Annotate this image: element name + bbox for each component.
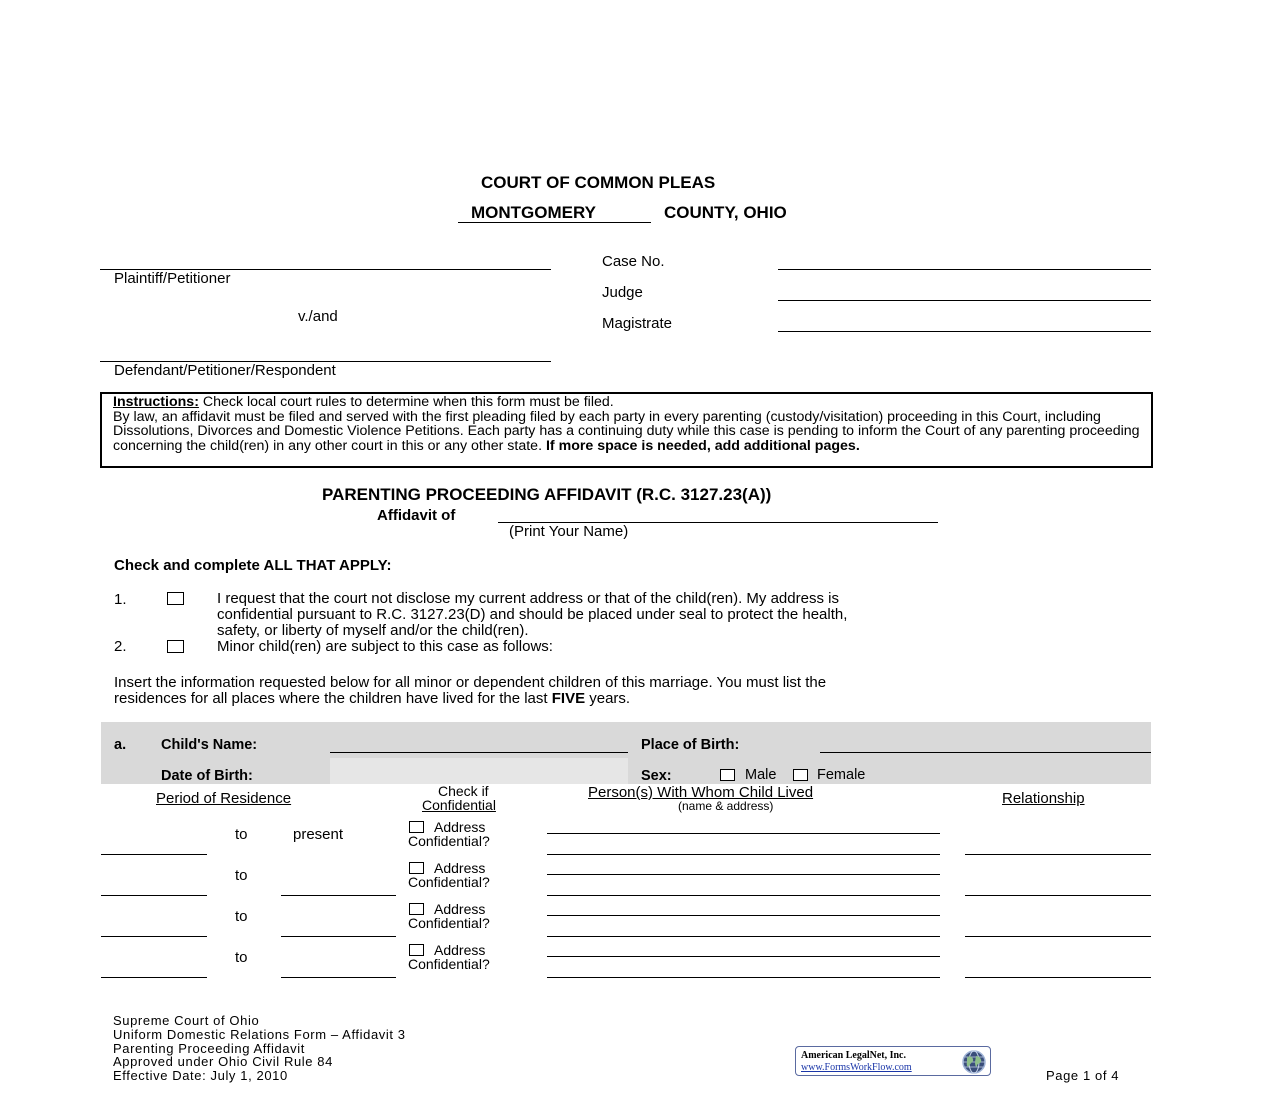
check-if-header: Check if	[438, 783, 489, 799]
instructions-line1: Check local court rules to determine when this form must be filed.	[198, 394, 614, 410]
form-footer	[113, 1014, 406, 1083]
row-3-from-line[interactable]	[101, 936, 207, 937]
row-2-to: to	[235, 867, 248, 884]
row-2-address: Address	[434, 860, 486, 876]
item-1-number: 1.	[114, 591, 127, 608]
row-1-confidential-checkbox[interactable]	[409, 821, 424, 833]
female-checkbox[interactable]	[793, 769, 808, 781]
logo-url[interactable]: www.FormsWorkFlow.com	[801, 1062, 912, 1073]
row-3-confidential: Confidential?	[408, 915, 490, 931]
item-2-checkbox[interactable]	[167, 640, 184, 653]
item-1-line1: I request that the court not disclose my current address or that of the child(ren). My address is	[217, 590, 839, 607]
row-4-to: to	[235, 949, 248, 966]
row-1-to: to	[235, 826, 248, 843]
row-2-person-line-1[interactable]	[547, 874, 940, 875]
row-2-confidential-checkbox[interactable]	[409, 862, 424, 874]
row-2-from-line[interactable]	[101, 895, 207, 896]
insert-info-five: FIVE	[551, 689, 586, 707]
footer-line-4: Approved under Ohio Civil Rule 84	[113, 1054, 333, 1070]
confidential-header: Confidential	[422, 797, 496, 813]
item-1-text	[217, 591, 847, 638]
row-3-address: Address	[434, 901, 486, 917]
judge-line[interactable]	[778, 300, 1151, 301]
defendant-label: Defendant/Petitioner/Respondent	[114, 362, 336, 379]
versus-label: v./and	[298, 308, 338, 325]
insert-info-line2-post: years.	[585, 689, 631, 707]
row-4-person-line-1[interactable]	[547, 956, 940, 957]
check-all-heading: Check and complete ALL THAT APPLY:	[114, 557, 392, 574]
globe-icon	[961, 1049, 987, 1075]
case-no-label: Case No.	[602, 253, 665, 270]
judge-label: Judge	[602, 284, 643, 301]
instructions-bold-tail: If more space is needed, add additional pages.	[545, 437, 860, 454]
instructions-label: Instructions:	[113, 394, 199, 410]
row-2-relationship-line[interactable]	[965, 895, 1151, 896]
relationship-header: Relationship	[1002, 790, 1085, 807]
legalnet-logo[interactable]	[795, 1046, 991, 1076]
row-4-address: Address	[434, 942, 486, 958]
row-4-relationship-line[interactable]	[965, 977, 1151, 978]
row-3-person-line-2[interactable]	[547, 936, 940, 937]
item-1-checkbox[interactable]	[167, 592, 184, 605]
male-label: Male	[745, 767, 777, 783]
child-letter: a.	[114, 737, 127, 753]
sex-label: Sex:	[641, 768, 672, 784]
instructions-body: By law, an affidavit must be filed and served with the first pleading filed by each party in every parenting (custody/visitation) proceeding in this Court, including Dissolutions, Divorces and Domestic Violence Petitions. Each party has a continuing duty while this case is pending to inform the Court of any parenting proceeding concerning the child(ren) in any other court in this or any other state.	[113, 408, 1140, 454]
court-title: COURT OF COMMON PLEAS	[481, 173, 716, 192]
child-name-label: Child's Name:	[161, 737, 258, 753]
female-label: Female	[817, 767, 866, 783]
item-1-line3: safety, or liberty of myself and/or the child(ren).	[217, 621, 529, 639]
form-title: PARENTING PROCEEDING AFFIDAVIT (R.C. 3127.23(A))	[322, 485, 772, 504]
row-4-from-line[interactable]	[101, 977, 207, 978]
row-3-confidential-checkbox[interactable]	[409, 903, 424, 915]
logo-company: American LegalNet, Inc.	[801, 1050, 906, 1061]
magistrate-line[interactable]	[778, 331, 1151, 332]
male-checkbox[interactable]	[720, 769, 735, 781]
row-4-to-line[interactable]	[281, 977, 396, 978]
insert-info-line2-pre: residences for all places where the children have lived for the last	[114, 689, 552, 707]
row-1-person-line-2[interactable]	[547, 854, 940, 855]
item-2-text: Minor child(ren) are subject to this case as follows:	[217, 638, 553, 655]
footer-line-1: Supreme Court of Ohio	[113, 1013, 260, 1028]
period-header: Period of Residence	[156, 790, 292, 807]
row-1-person-line-1[interactable]	[547, 833, 940, 834]
row-1-present: present	[293, 826, 344, 843]
row-3-to: to	[235, 908, 248, 925]
row-3-relationship-line[interactable]	[965, 936, 1151, 937]
case-no-line[interactable]	[778, 269, 1151, 270]
footer-line-5: Effective Date: July 1, 2010	[113, 1068, 288, 1084]
plaintiff-label: Plaintiff/Petitioner	[114, 270, 231, 287]
footer-line-3: Parenting Proceeding Affidavit	[113, 1040, 305, 1056]
instructions-box	[100, 392, 1153, 468]
county-suffix: COUNTY, OHIO	[664, 203, 787, 222]
dob-field[interactable]	[330, 758, 628, 784]
row-4-confidential-checkbox[interactable]	[409, 944, 424, 956]
insert-info-paragraph	[114, 675, 826, 707]
affidavit-of-label: Affidavit of	[377, 507, 456, 524]
row-2-person-line-2[interactable]	[547, 895, 940, 896]
county-name: MONTGOMERY	[471, 203, 596, 222]
item-1-line2: confidential pursuant to R.C. 3127.23(D) and should be placed under seal to protect the health,	[217, 605, 848, 623]
birthplace-label: Place of Birth:	[641, 737, 740, 753]
row-2-confidential: Confidential?	[408, 874, 490, 890]
insert-info-line1: Insert the information requested below for all minor or dependent children of this marriage. You must list the	[114, 674, 827, 691]
county-underline	[458, 222, 651, 223]
row-4-confidential: Confidential?	[408, 956, 490, 972]
persons-header: Person(s) With Whom Child Lived	[588, 784, 814, 801]
dob-label: Date of Birth:	[161, 768, 253, 784]
row-3-to-line[interactable]	[281, 936, 396, 937]
page-number: Page 1 of 4	[1046, 1068, 1120, 1083]
name-address-header: (name & address)	[678, 799, 774, 813]
row-4-person-line-2[interactable]	[547, 977, 940, 978]
print-name-hint: (Print Your Name)	[509, 523, 629, 540]
row-1-relationship-line[interactable]	[965, 854, 1151, 855]
child-name-line[interactable]	[330, 752, 628, 753]
birthplace-line[interactable]	[820, 752, 1151, 753]
row-1-confidential: Confidential?	[408, 833, 490, 849]
magistrate-label: Magistrate	[602, 315, 673, 332]
row-2-to-line[interactable]	[281, 895, 396, 896]
row-1-address: Address	[434, 819, 486, 835]
row-3-person-line-1[interactable]	[547, 915, 940, 916]
item-2-number: 2.	[114, 638, 127, 655]
row-1-from-line[interactable]	[101, 854, 207, 855]
footer-line-2: Uniform Domestic Relations Form – Affidavit 3	[113, 1026, 406, 1042]
